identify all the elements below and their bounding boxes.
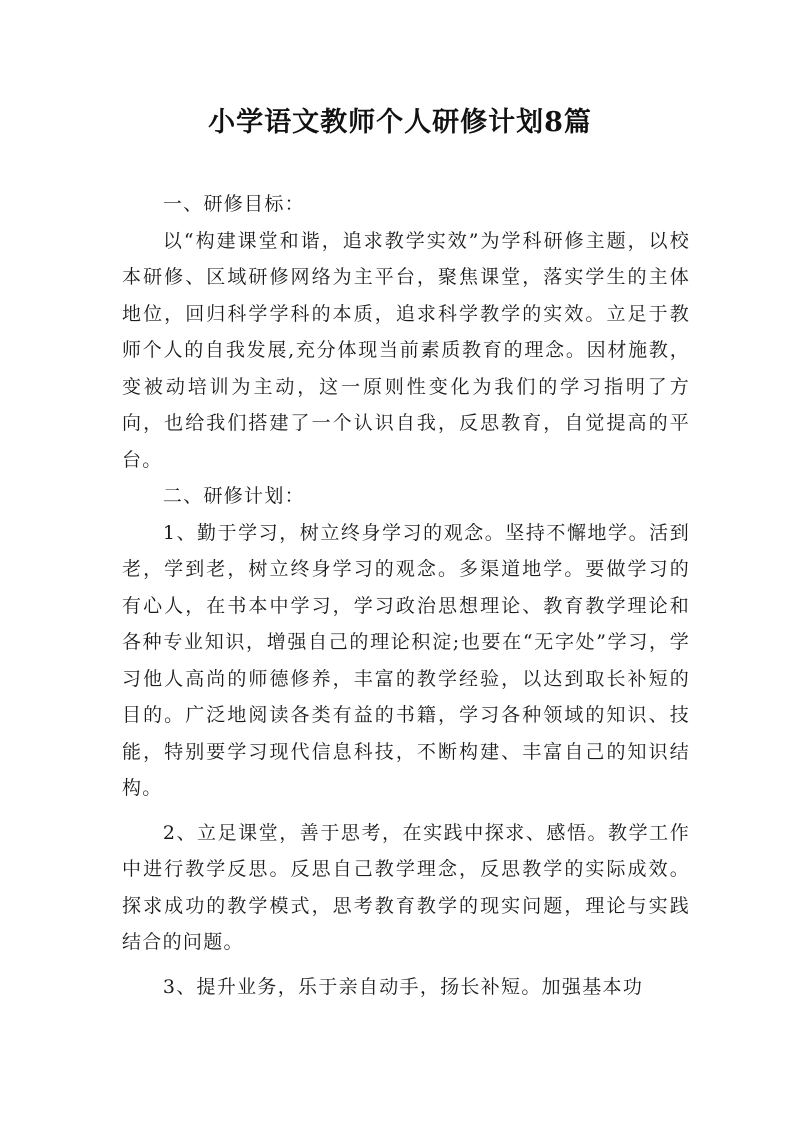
paragraph-goals: 以“构建课堂和谐，追求教学实效”为学科研修主题，以校本研修、区域研修网络为主平台，聚焦课堂，落实学生的主体地位，回归科学学科的本质，追求科学教学的实效。立足于教师个人的自我发展,充分体现当前素质教育的理念。因材施教，变被动培训为主动，这一原则性变化为我们的学习指明了方向，也给我们搭建了一个认识自我，反思教育，自觉提高的平台。 (122, 229, 690, 471)
document-title: 小学语文教师个人研修计划8篇 (208, 107, 592, 138)
section-heading-plan: 二、研修计划： (162, 485, 305, 507)
paragraph-plan-2: 2、立足课堂，善于思考，在实践中探求、感悟。教学工作中进行教学反思。反思自己教学理念，反思教学的实际成效。探求成功的教学模式，思考教育教学的现实问题，理论与实践结合的问题。 (122, 821, 690, 953)
section-heading-goals: 一、研修目标： (162, 193, 305, 215)
document-body (122, 186, 690, 1005)
paragraph-plan-3: 3、提升业务，乐于亲自动手，扬长补短。加强基本功 (162, 975, 644, 998)
paragraph-plan-1: 1、勤于学习，树立终身学习的观念。坚持不懈地学。活到老，学到老，树立终身学习的观念。多渠道地学。要做学习的有心人，在书本中学习，学习政治思想理论、教育教学理论和各种专业知识，增强自己的理论积淀;也要在“无字处”学习，学习他人高尚的师德修养，丰富的教学经验，以达到取长补短的目的。广泛地阅读各类有益的书籍，学习各种领域的知识、技能，特别要学习现代信息科技，不断构建、丰富自己的知识结构。 (122, 521, 690, 799)
